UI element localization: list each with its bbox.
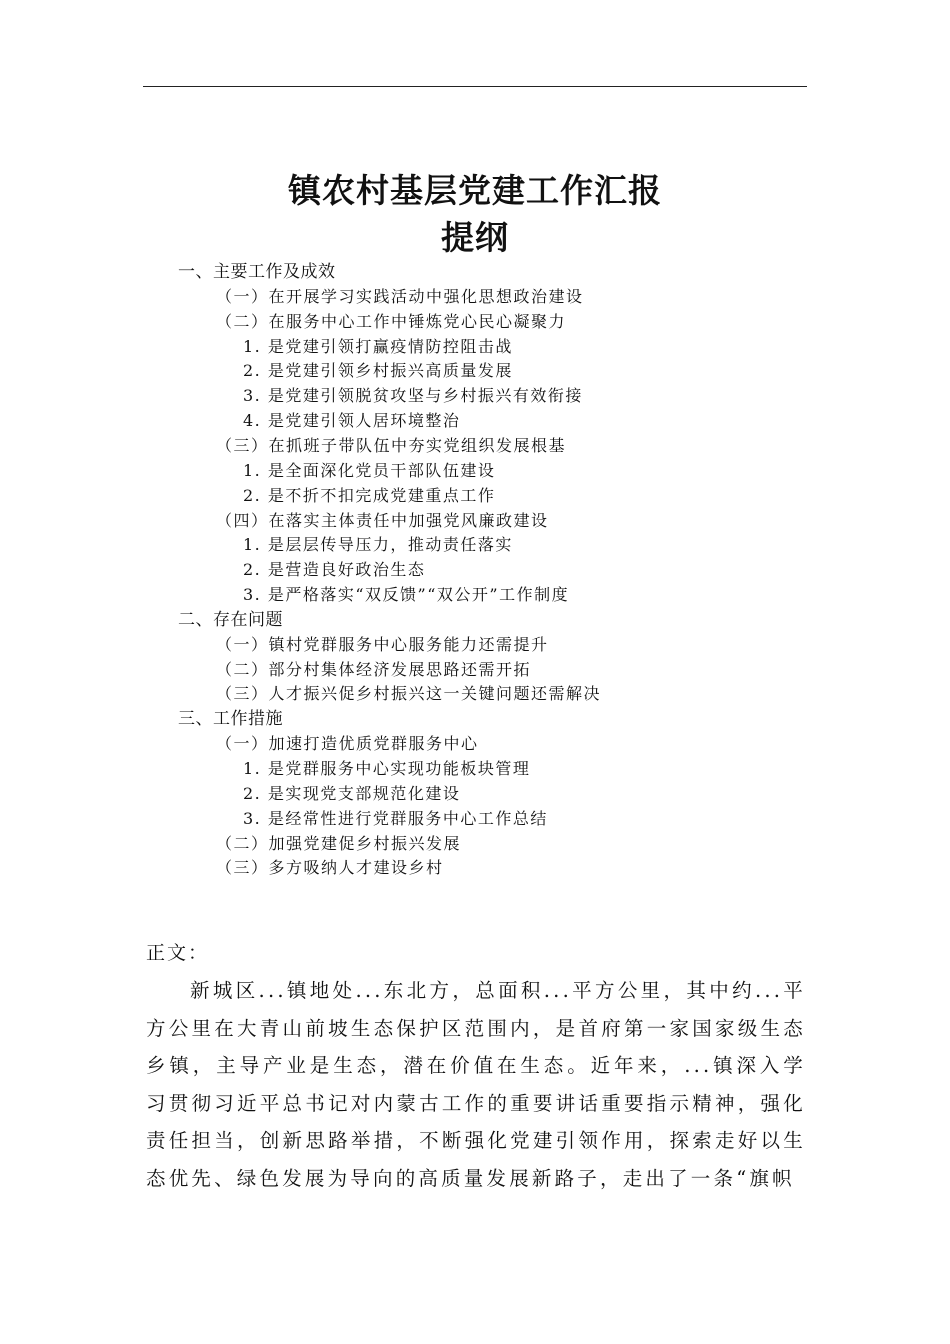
outline-section: （二）在服务中心工作中锤炼党心民心凝聚力 [216, 311, 567, 331]
outline-point: 4. 是党建引领人居环境整治 [243, 411, 461, 431]
outline-point: 1. 是层层传导压力，推动责任落实 [243, 535, 513, 555]
outline-heading: 二、存在问题 [178, 609, 283, 630]
outline-point: 1. 是党建引领打赢疫情防控阻击战 [243, 336, 513, 356]
body-label: 正文： [146, 942, 210, 964]
outline-section: （三）人才振兴促乡村振兴这一关键问题还需解决 [216, 684, 602, 704]
document-subtitle: 提纲 [441, 218, 509, 257]
outline-point: 3. 是经常性进行党群服务中心工作总结 [243, 808, 548, 828]
outline-heading: 一、主要工作及成效 [178, 262, 336, 282]
header-rule [143, 86, 807, 87]
outline-section: （一）镇村党群服务中心服务能力还需提升 [216, 634, 549, 654]
outline-point: 3. 是严格落实“双反馈”“双公开”工作制度 [243, 585, 570, 605]
outline-point: 2. 是不折不扣完成党建重点工作 [243, 485, 496, 505]
document-title: 镇农村基层党建工作汇报 [288, 171, 662, 210]
outline-point: 2. 是营造良好政治生态 [243, 560, 426, 580]
outline-point: 1. 是党群服务中心实现功能板块管理 [243, 759, 531, 778]
outline-section: （二）部分村集体经济发展思路还需开拓 [216, 659, 532, 679]
outline-point: 1. 是全面深化党员干部队伍建设 [243, 460, 496, 480]
outline-section: （四）在落实主体责任中加强党风廉政建设 [216, 510, 549, 530]
outline-section: （三）在抓班子带队伍中夯实党组织发展根基 [216, 435, 567, 455]
outline-point: 2. 是实现党支部规范化建设 [243, 783, 461, 803]
outline-section: （一）在开展学习实践活动中强化思想政治建设 [216, 286, 584, 306]
outline-point: 2. 是党建引领乡村振兴高质量发展 [243, 361, 513, 381]
outline-section: （一）加速打造优质党群服务中心 [216, 734, 479, 754]
outline-point: 3. 是党建引领脱贫攻坚与乡村振兴有效衔接 [243, 386, 583, 406]
outline-section: （二）加强党建促乡村振兴发展 [216, 833, 462, 853]
body-paragraph: 新城区...镇地处...东北方，总面积...平方公里，其中约...平方公里在大青山前坡生态保护区范围内，是首府第一家国家级生态乡镇，主导产业是生态，潜在价值在生态。近年来，...镇深入学习贯彻习近平总书记对内蒙古工作的重要讲话重要指示精神，强化责任担当，创新思路举措，不断强化党建引领作用，探索走好以生态优先、绿色发展为导向的高质量发展新路子，走出了一条“旗帜 [146, 979, 806, 1190]
outline-section: （三）多方吸纳人才建设乡村 [216, 858, 444, 878]
outline-heading: 三、工作措施 [178, 709, 283, 730]
